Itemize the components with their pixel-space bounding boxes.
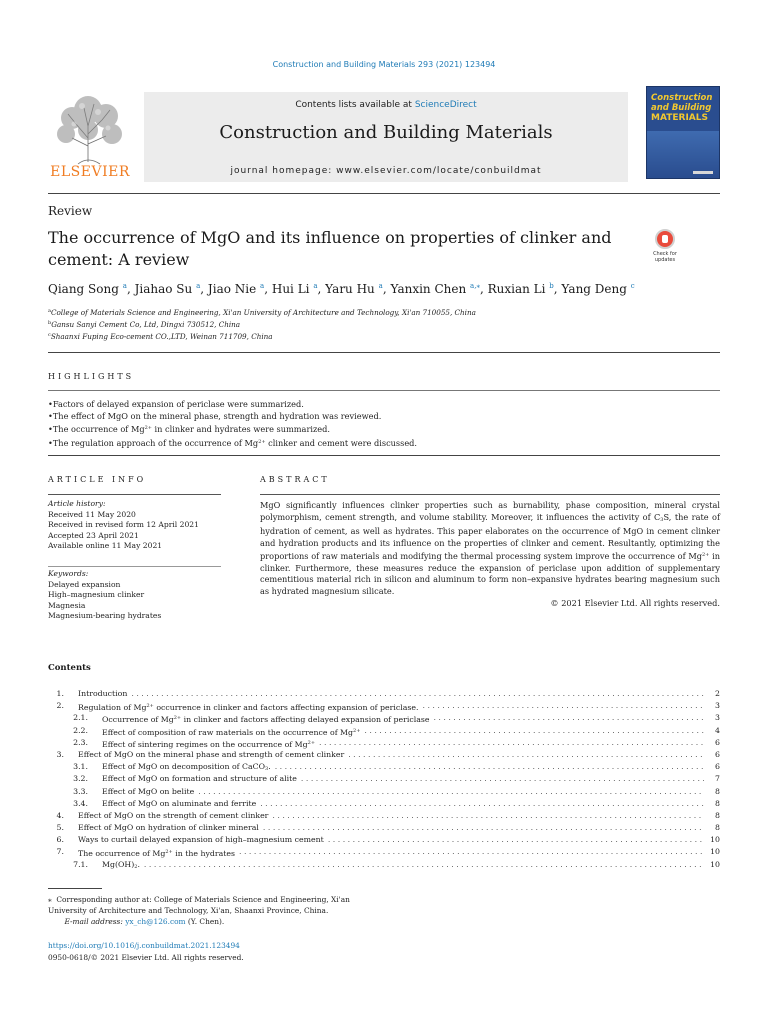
article-title: The occurrence of MgO and its influence on properties of clinker and cement: A review: [48, 228, 612, 269]
keyword-item: Delayed expansion: [48, 579, 121, 589]
toc-page-number: 8: [715, 823, 720, 833]
history-label: Article history:: [48, 499, 106, 508]
highlight-text: The effect of MgO on the mineral phase, strength and hydration was reviewed.: [52, 411, 382, 422]
affiliation-mark: b: [48, 320, 52, 326]
author-name: Ruxian Li: [487, 282, 546, 296]
toc-leader-dots: [348, 749, 704, 761]
author-name: Qiang Song: [48, 282, 119, 296]
abstract-part: in clinker. Furthermore, these measures reduce the expansion of periclase upon addition of supplementary cementitious material rich in silicon and aluminum to form non–expansive hydrates bearing magnesium such as hydrated magnesium silicate.: [260, 550, 720, 596]
toc-title: [102, 786, 194, 798]
toc-title-text: Effect of MgO on the strength of cement clinker: [78, 810, 269, 820]
affiliation-mark: c: [48, 332, 51, 338]
toc-page-number: 6: [715, 749, 720, 759]
toc-number: 3.4.: [73, 798, 88, 808]
toc-row[interactable]: [48, 846, 720, 858]
toc-title-text: Effect of MgO on the mineral phase and strength of cement clinker: [78, 749, 345, 759]
toc-number: 1.: [56, 689, 64, 698]
toc-title-text: Effect of sintering regimes on the occurrence of Mg: [102, 739, 308, 749]
abstract-subscript: 3: [660, 516, 664, 523]
doi-link[interactable]: https://doi.org/10.1016/j.conbuildmat.2021.123494: [48, 941, 240, 950]
contents-available-line: [144, 100, 628, 110]
author-name: Yaru Hu: [325, 282, 375, 296]
footnote-text: Corresponding author at: College of Materials Science and Engineering, Xi'an University of Architecture and Technology, Xi'an, Shaanxi Province, China.: [48, 895, 350, 916]
elsevier-wordmark[interactable]: ELSEVIER: [50, 164, 130, 180]
toc-page-number: 6: [715, 762, 720, 772]
toc-page-number: 3: [715, 701, 720, 711]
history-item: Accepted 23 April 2021: [48, 530, 139, 540]
highlight-text: The regulation approach of the occurrence of Mg: [52, 437, 259, 448]
toc-number: 3.1.: [73, 762, 88, 772]
toc-page-number: 8: [715, 810, 720, 820]
toc-title: [102, 798, 256, 810]
toc-number: 2.1.: [73, 713, 88, 723]
toc-leader-dots: [364, 725, 704, 737]
corresponding-author-footnote: [48, 894, 388, 928]
toc-title: [78, 846, 235, 858]
toc-superscript: 2+: [173, 715, 182, 722]
toc-title: [102, 725, 360, 737]
toc-number: 4.: [56, 810, 64, 820]
keyword-item: Magnesium-bearing hydrates: [48, 611, 162, 621]
author-name: Jiao Nie: [207, 282, 257, 296]
journal-reference[interactable]: Construction and Building Materials 293 (2021) 123494: [272, 60, 496, 69]
author-affiliation-mark[interactable]: b: [549, 282, 554, 290]
toc-title-text: Occurrence of Mg: [102, 715, 174, 725]
toc-title: [102, 761, 271, 773]
journal-homepage[interactable]: journal homepage: www.elsevier.com/locate/conbuildmat: [230, 166, 542, 176]
author-affiliation-mark[interactable]: a: [260, 282, 265, 290]
affiliation-list: [48, 306, 720, 342]
contents-heading: Contents: [48, 663, 91, 673]
abstract-superscript: 2+: [701, 551, 710, 558]
footnote-text-line: [48, 894, 388, 916]
keywords-block: [48, 569, 228, 622]
journal-title: Construction and Building Materials: [219, 122, 553, 143]
journal-cover-image[interactable]: [646, 86, 720, 179]
toc-leader-dots: [144, 859, 704, 871]
history-item: Received 11 May 2020: [48, 509, 136, 519]
highlight-text: Factors of delayed expansion of periclase were summarized.: [52, 399, 304, 409]
keywords-rule: [48, 566, 221, 567]
author-name: Yang Deng: [561, 282, 627, 296]
toc-title: [102, 737, 315, 749]
toc-title-text: .: [268, 762, 271, 772]
sciencedirect-link[interactable]: ScienceDirect: [414, 100, 477, 110]
section-divider: [48, 455, 720, 456]
toc-page-number: 10: [710, 847, 720, 857]
toc-title-text: occurrence in clinker and factors affecting expansion of periclase.: [153, 703, 419, 713]
highlights-rule: [48, 390, 720, 391]
toc-leader-dots: [301, 773, 704, 785]
toc-title-text: in clinker and factors affecting delayed expansion of periclase: [181, 715, 430, 725]
check-for-updates-button[interactable]: [648, 229, 682, 267]
toc-number: 2.: [56, 701, 64, 711]
toc-superscript: 2+: [165, 849, 173, 856]
toc-row[interactable]: [48, 761, 720, 773]
toc-row[interactable]: [48, 798, 720, 810]
toc-page-number: 4: [715, 725, 720, 735]
cover-title-line: and Building: [651, 103, 712, 113]
author-affiliation-mark[interactable]: a: [313, 282, 318, 290]
highlight-item: [48, 410, 720, 422]
abstract-part: S, the rate of hydration of cement, as well as hydrates. This paper elaborates on the occurrence of MgO in cement clinker and hydration products and its influence on the properties of clinker and cement. Resultantly, optimizing the proportions of raw materials and modifying the thermal processing system improve the occurrence of Mg: [260, 511, 720, 561]
footnote-star: ⁎: [48, 895, 52, 904]
highlights-list: [48, 398, 720, 449]
toc-title-text: The occurrence of Mg: [78, 849, 166, 859]
article-history: [48, 499, 228, 552]
abstract-heading: ABSTRACT: [260, 475, 330, 484]
history-items: [48, 510, 228, 552]
toc-title-text: Mg(OH): [102, 859, 135, 869]
keyword-items: [48, 580, 228, 622]
toc-superscript: 2+: [353, 727, 361, 734]
toc-row[interactable]: [48, 749, 720, 761]
author-affiliation-mark[interactable]: a: [122, 282, 127, 290]
highlights-heading: HIGHLIGHTS: [48, 372, 135, 381]
toc-leader-dots: [263, 822, 704, 834]
email-label: E-mail address:: [64, 917, 123, 927]
toc-leader-dots: [272, 810, 704, 822]
check-updates-line: Check for: [653, 251, 677, 257]
toc-number: 6.: [56, 835, 64, 845]
article-info-rule: [48, 494, 221, 495]
toc-title: [78, 834, 324, 846]
journal-banner: [144, 92, 628, 182]
affiliation-text: Shaanxi Fuping Eco-cement CO.,LTD, Weinan 711709, China: [50, 332, 273, 341]
toc-leader-dots: [198, 786, 704, 798]
journal-masthead: [48, 86, 720, 182]
toc-title-text: Ways to curtail delayed expansion of high–magnesium cement: [78, 835, 324, 845]
toc-title-text: Regulation of Mg: [78, 703, 147, 713]
toc-title-text: Effect of MgO on hydration of clinker mineral: [78, 823, 259, 833]
toc-row[interactable]: [48, 688, 720, 700]
toc-title: [102, 859, 140, 871]
author-affiliation-mark[interactable]: a: [196, 282, 201, 290]
toc-number: 7.: [56, 847, 64, 857]
abstract-rule: [260, 494, 720, 495]
author-name: Yanxin Chen: [390, 282, 467, 296]
toc-page-number: 2: [715, 689, 720, 698]
toc-title: [78, 749, 344, 761]
header-divider: [48, 193, 720, 194]
highlight-item: [48, 436, 720, 449]
toc-row[interactable]: [48, 700, 720, 712]
toc-number: 5.: [56, 823, 64, 833]
affiliation-item: [48, 330, 720, 342]
toc-number: 3.3.: [73, 786, 88, 796]
cover-title-line: Construction: [651, 93, 713, 103]
toc-row[interactable]: [48, 712, 720, 724]
toc-number: 3.: [56, 749, 64, 759]
toc-title: [78, 700, 418, 712]
highlight-item: [48, 398, 720, 410]
article-info-heading: ARTICLE INFO: [48, 475, 147, 484]
toc-row[interactable]: [48, 737, 720, 749]
toc-title: [78, 688, 127, 700]
toc-row[interactable]: [48, 810, 720, 822]
toc-leader-dots: [422, 700, 704, 712]
check-updates-label: [648, 251, 682, 263]
footnote-rule: [48, 888, 102, 889]
highlight-text: in clinker and hydrates were summarized.: [151, 424, 330, 435]
toc-number: 7.1.: [73, 859, 88, 869]
author-name: Jiahao Su: [134, 282, 193, 296]
toc-page-number: 8: [715, 786, 720, 796]
toc-row[interactable]: [48, 773, 720, 785]
toc-title-text: Introduction: [78, 689, 128, 698]
highlight-superscript: 2+: [144, 425, 152, 432]
email-suffix: (Y. Chen).: [185, 917, 225, 927]
affiliation-item: [48, 318, 720, 330]
toc-leader-dots: [433, 712, 704, 724]
toc-title-text: Effect of MgO on decomposition of CaCO: [102, 762, 266, 772]
keyword-item: Magnesia: [48, 600, 86, 610]
keyword-item: High–magnesium clinker: [48, 590, 145, 600]
toc-title: [78, 810, 268, 822]
affiliation-item: [48, 306, 720, 318]
toc-row[interactable]: [48, 725, 720, 737]
toc-leader-dots: [239, 846, 704, 858]
email-link[interactable]: yx_ch@126.com: [125, 917, 186, 927]
issn-line: 0950-0618/© 2021 Elsevier Ltd. All rights reserved.: [48, 953, 244, 962]
toc-title-text: Effect of composition of raw materials on the occurrence of Mg: [102, 727, 354, 737]
author-name: Hui Li: [271, 282, 310, 296]
toc-superscript: 2+: [146, 703, 154, 710]
cover-title: [651, 93, 717, 123]
toc-page-number: 6: [715, 737, 720, 747]
abstract-copyright: © 2021 Elsevier Ltd. All rights reserved.: [550, 598, 720, 608]
toc-leader-dots: [275, 761, 704, 773]
affiliation-text: Gansu Sanyi Cement Co, Ltd, Dingxi 730512, China: [51, 320, 241, 329]
toc-title-text: Effect of MgO on aluminate and ferrite: [102, 798, 257, 808]
toc-leader-dots: [260, 798, 704, 810]
toc-title: [102, 712, 429, 724]
contents-prefix: Contents lists available at: [295, 100, 415, 110]
toc-number: 2.3.: [73, 737, 88, 747]
toc-row[interactable]: [48, 786, 720, 798]
toc-page-number: 3: [715, 713, 720, 723]
toc-page-number: 8: [715, 798, 720, 808]
cover-footer-mark: [693, 171, 713, 174]
toc-number: 3.2.: [73, 774, 88, 784]
toc-subscript: 2: [134, 863, 138, 870]
toc-number: 2.2.: [73, 725, 88, 735]
check-updates-line: updates: [654, 257, 676, 263]
footnote-email-line: [48, 916, 388, 927]
check-updates-icon: [655, 229, 675, 249]
author-list: Qiang Song $^a$, Jiahao Su $^a$, Jiao Nie $^a$, Hui Li $^a$, Yaru Hu $^a$, Yanxin Chen $^{a,⁎}$, Ruxian Li $^b$, Yang Deng $^c$: [48, 282, 635, 296]
author-affiliation-mark[interactable]: a,⁎: [470, 282, 480, 290]
section-divider: [48, 352, 720, 353]
toc-title-text: in the hydrates: [172, 849, 235, 859]
affiliation-mark: a: [48, 308, 51, 314]
table-of-contents: [48, 688, 720, 871]
highlight-text: The occurrence of Mg: [52, 424, 145, 435]
affiliation-text: College of Materials Science and Engineering, Xi'an University of Architecture and Technology, Xi'an 710055, China: [50, 308, 476, 317]
article-type: Review: [48, 204, 93, 218]
toc-page-number: 7: [715, 774, 720, 784]
author-affiliation-mark[interactable]: c: [630, 282, 635, 290]
toc-page-number: 10: [710, 835, 720, 845]
cover-title-line: MATERIALS: [651, 113, 708, 123]
toc-title: [102, 773, 297, 785]
toc-title-text: Effect of MgO on formation and structure of alite: [102, 774, 297, 784]
toc-title-text: Effect of MgO on belite: [102, 786, 195, 796]
abstract-text: [260, 500, 720, 598]
toc-leader-dots: [328, 834, 704, 846]
toc-row[interactable]: [48, 834, 720, 846]
toc-superscript: 2+: [307, 739, 316, 746]
toc-row[interactable]: [48, 822, 720, 834]
toc-title-text: .: [137, 859, 140, 869]
keywords-label: Keywords:: [48, 569, 89, 578]
toc-page-number: 10: [710, 859, 720, 869]
toc-subscript: 3: [265, 766, 269, 773]
history-item: Received in revised form 12 April 2021: [48, 520, 199, 530]
history-item: Available online 11 May 2021: [48, 541, 163, 551]
toc-leader-dots: [131, 688, 704, 700]
toc-row[interactable]: [48, 859, 720, 871]
author-affiliation-mark[interactable]: a: [378, 282, 383, 290]
highlight-text: clinker and cement were discussed.: [265, 437, 418, 448]
abstract-part: MgO significantly influences clinker properties such as burnability, phase composition, mineral crystal polymorphism, cement strength, and volume stability. Moreover, it influences the activity of C: [260, 500, 720, 522]
highlight-superscript: 2+: [258, 438, 266, 445]
highlight-item: [48, 422, 720, 435]
toc-leader-dots: [319, 737, 704, 749]
toc-title: [78, 822, 259, 834]
